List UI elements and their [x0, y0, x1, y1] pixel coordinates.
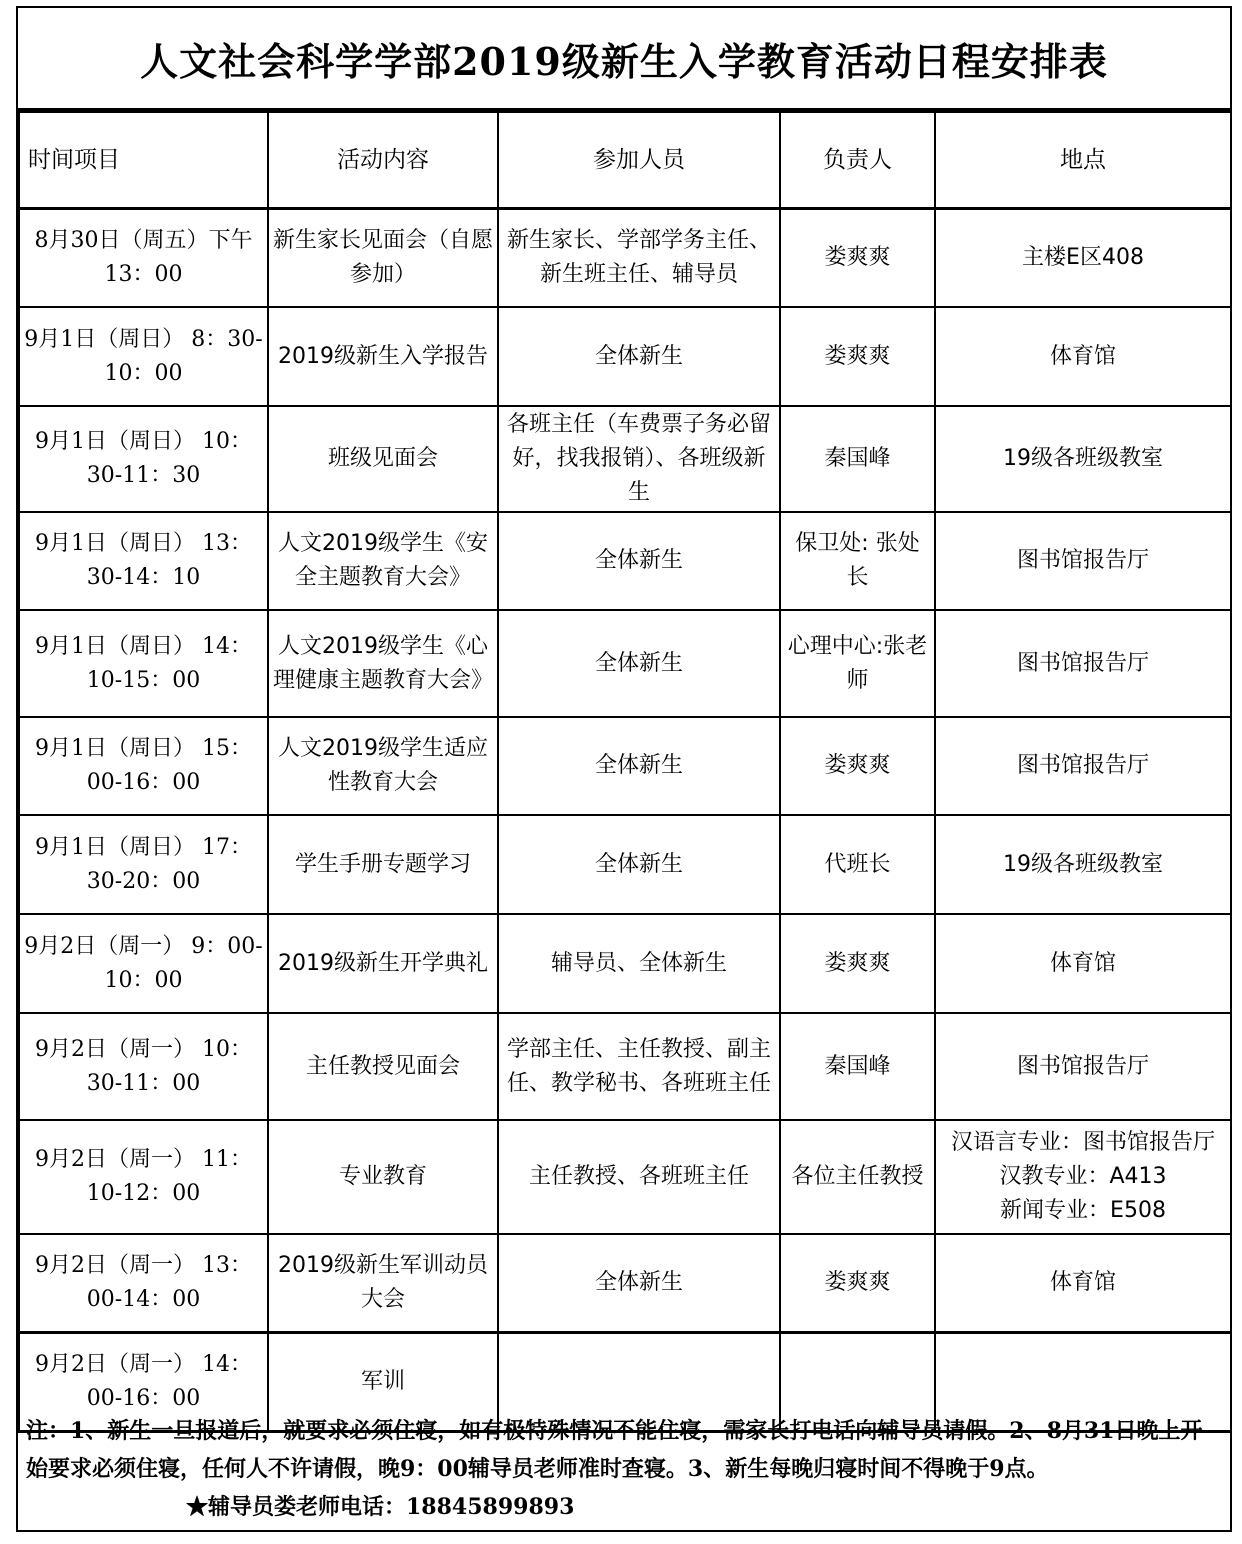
place-line: 体育馆 [1049, 1270, 1116, 1295]
contact-phone: ★辅导员娄老师电话：18845899893 [186, 1494, 575, 1520]
place-line: 体育馆 [1049, 950, 1116, 976]
header-participants: 参加人员 [498, 112, 780, 209]
cell-person: 娄爽爽 [780, 1234, 935, 1333]
cell-person: 秦国峰 [780, 406, 935, 512]
cell-time: 9月1日（周日） 17：30-20：00 [19, 815, 268, 914]
cell-person: 保卫处: 张处长 [780, 512, 935, 610]
table-header-row [19, 112, 1231, 209]
cell-activity: 班级见面会 [268, 406, 498, 512]
cell-activity: 2019级新生入学报告 [268, 307, 498, 406]
cell-activity: 人文2019级学生《心理健康主题教育大会》 [268, 610, 498, 717]
header-person: 负责人 [780, 112, 935, 209]
table-row [19, 1120, 1231, 1234]
cell-time: 9月1日（周日） 8：30-10：00 [19, 307, 268, 406]
table-row [19, 717, 1231, 815]
cell-place [935, 914, 1231, 1013]
cell-person: 娄爽爽 [780, 717, 935, 815]
header-activity: 活动内容 [268, 112, 498, 209]
place-line: 新闻专业：E508 [1000, 1198, 1166, 1223]
table-row [19, 209, 1231, 308]
table-row [19, 815, 1231, 914]
cell-time: 9月2日（周一） 14：00-16：00 [19, 1333, 268, 1432]
cell-time: 8月30日（周五）下午13：00 [19, 209, 268, 308]
table-row [19, 512, 1231, 610]
table-row [19, 307, 1231, 406]
cell-time: 9月1日（周日） 15：00-16：00 [19, 717, 268, 815]
place-line: 汉教专业：A413 [999, 1164, 1167, 1189]
cell-place [935, 307, 1231, 406]
cell-place [935, 406, 1231, 512]
cell-place [935, 1234, 1231, 1333]
header-time: 时间项目 [19, 112, 268, 209]
cell-participants: 辅导员、全体新生 [498, 914, 780, 1013]
cell-participants: 各班主任（车费票子务必留好，找我报销）、各班级新生 [498, 406, 780, 512]
cell-activity: 主任教授见面会 [268, 1013, 498, 1120]
cell-place [935, 610, 1231, 717]
cell-participants: 全体新生 [498, 512, 780, 610]
cell-place [935, 1013, 1231, 1120]
cell-person: 娄爽爽 [780, 307, 935, 406]
cell-place [935, 717, 1231, 815]
cell-time: 9月2日（周一） 11：10-12：00 [19, 1120, 268, 1234]
cell-time: 9月2日（周一） 10：30-11：00 [19, 1013, 268, 1120]
cell-place [935, 1120, 1231, 1234]
cell-place [935, 815, 1231, 914]
place-line: 19级各班级教室 [1003, 446, 1163, 471]
cell-time: 9月2日（周一） 9：00-10：00 [19, 914, 268, 1013]
cell-person: 代班长 [780, 815, 935, 914]
cell-time: 9月1日（周日） 10：30-11：30 [19, 406, 268, 512]
table-row [19, 1234, 1231, 1333]
cell-activity: 学生手册专题学习 [268, 815, 498, 914]
cell-activity: 军训 [268, 1333, 498, 1432]
cell-person: 娄爽爽 [780, 914, 935, 1013]
table-row [19, 914, 1231, 1013]
cell-person: 心理中心:张老师 [780, 610, 935, 717]
place-line: 19级各班级教室 [1003, 851, 1163, 877]
cell-participants: 全体新生 [498, 717, 780, 815]
cell-participants: 全体新生 [498, 610, 780, 717]
cell-participants: 全体新生 [498, 815, 780, 914]
cell-person: 秦国峰 [780, 1013, 935, 1120]
footer-note [18, 1406, 1230, 1530]
cell-activity: 专业教育 [268, 1120, 498, 1234]
cell-activity: 新生家长见面会（自愿参加） [268, 209, 498, 308]
cell-place [935, 512, 1231, 610]
cell-activity: 人文2019级学生《安全主题教育大会》 [268, 512, 498, 610]
cell-participants: 全体新生 [498, 1234, 780, 1333]
schedule-sheet [16, 6, 1232, 1532]
place-line: 图书馆报告厅 [1016, 548, 1149, 573]
schedule-table [18, 110, 1232, 1433]
cell-activity: 人文2019级学生适应性教育大会 [268, 717, 498, 815]
cell-time: 9月1日（周日） 13：30-14：10 [19, 512, 268, 610]
place-line: 图书馆报告厅 [1016, 650, 1149, 676]
cell-time: 9月1日（周日） 14：10-15：00 [19, 610, 268, 717]
cell-place [935, 209, 1231, 308]
place-line: 主楼E区408 [1022, 245, 1144, 270]
table-row [19, 406, 1231, 512]
note-text: 注：1、新生一旦报道后，就要求必须住寝，如有极特殊情况不能住寝，需家长打电话向辅导员请假。2、8月31日晚上开始要求必须住寝，任何人不许请假，晚9：00辅导员老师准时查寝。3、新生每晚归寝时间不得晚于9点。 [26, 1418, 1203, 1482]
place-line: 汉语言专业：图书馆报告厅 [950, 1130, 1215, 1155]
cell-time: 9月2日（周一） 13：00-14：00 [19, 1234, 268, 1333]
cell-participants: 全体新生 [498, 307, 780, 406]
place-line: 图书馆报告厅 [1016, 1053, 1149, 1079]
table-row [19, 1013, 1231, 1120]
cell-activity: 2019级新生开学典礼 [268, 914, 498, 1013]
cell-participants: 新生家长、学部学务主任、新生班主任、辅导员 [498, 209, 780, 308]
cell-participants: 学部主任、主任教授、副主任、教学秘书、各班班主任 [498, 1013, 780, 1120]
table-row [19, 610, 1231, 717]
page-title: 人文社会科学学部2019级新生入学教育活动日程安排表 [18, 8, 1230, 110]
header-place: 地点 [935, 112, 1231, 209]
cell-participants: 主任教授、各班班主任 [498, 1120, 780, 1234]
place-line: 图书馆报告厅 [1016, 753, 1149, 778]
cell-person: 各位主任教授 [780, 1120, 935, 1234]
cell-activity: 2019级新生军训动员大会 [268, 1234, 498, 1333]
place-line: 体育馆 [1049, 343, 1116, 369]
cell-person: 娄爽爽 [780, 209, 935, 308]
